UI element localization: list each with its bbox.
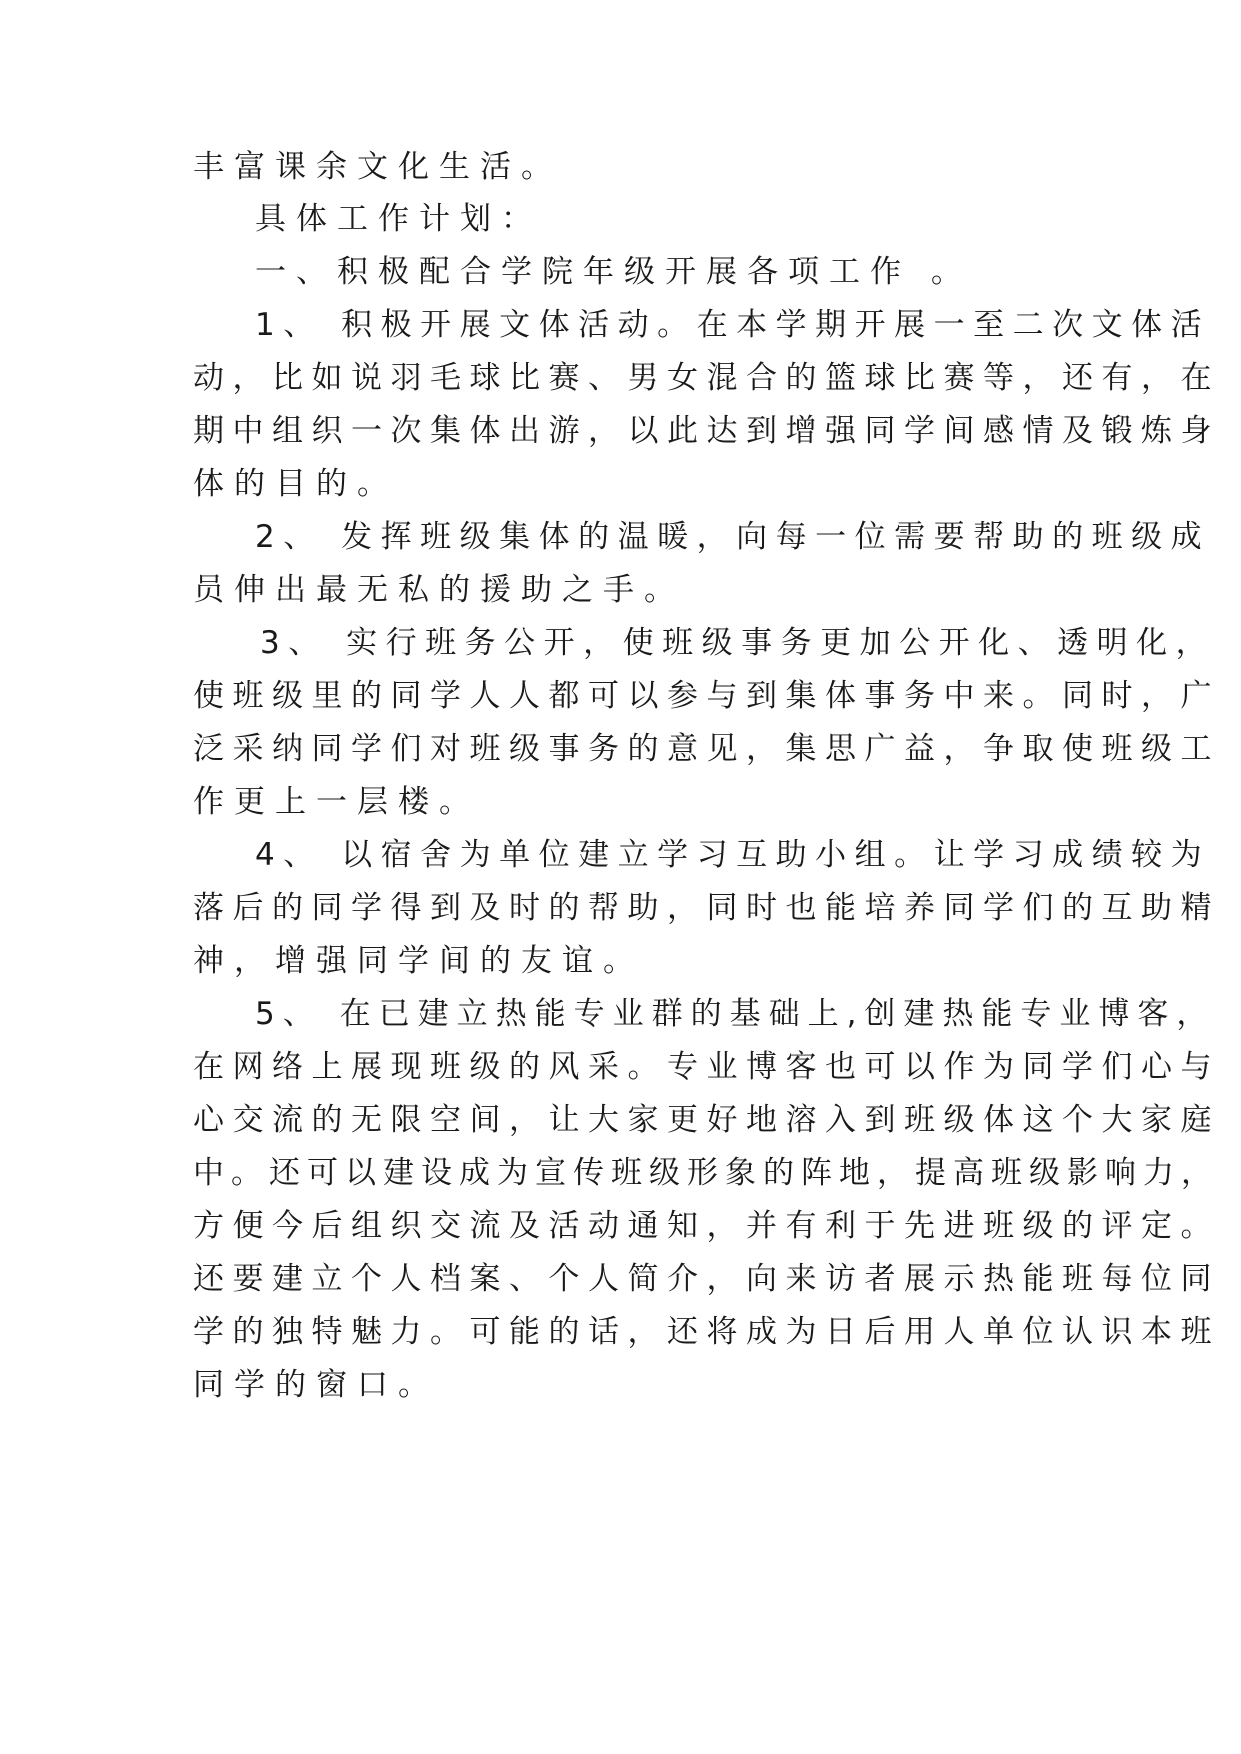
list-item-1-line: 期中组织一次集体出游，以此达到增强同学间感情及锻炼身 (193, 413, 1220, 449)
list-item-5-line: 方便今后组织交流及活动通知，并有利于先进班级的评定。 (193, 1208, 1220, 1244)
list-item-5-line: 心交流的无限空间，让大家更好地溶入到班级体这个大家庭 (193, 1102, 1220, 1138)
list-item-3-line: 作更上一层楼。 (193, 784, 480, 820)
list-item-3-line: 泛采纳同学们对班级事务的意见，集思广益，争取使班级工 (193, 731, 1220, 767)
list-item-1-line: 动，比如说羽毛球比赛、男女混合的篮球比赛等，还有，在 (193, 360, 1220, 396)
list-item-1-line: 1、 积极开展文体活动。在本学期开展一至二次文体活 (255, 307, 1211, 343)
list-item-5-line: 5、 在已建立热能专业群的基础上,创建热能专业博客， (255, 996, 1216, 1032)
list-item-2-line: 2、 发挥班级集体的温暖，向每一位需要帮助的班级成 (255, 519, 1211, 555)
list-item-4-line: 神，增强同学间的友谊。 (193, 943, 644, 979)
list-item-5-line: 在网络上展现班级的风采。专业博客也可以作为同学们心与 (193, 1049, 1220, 1085)
text-line: 丰富课余文化生活。 (193, 149, 562, 185)
list-item-5-line: 学的独特魅力。可能的话，还将成为日后用人单位认识本班 (193, 1314, 1220, 1350)
list-item-3-line: 使班级里的同学人人都可以参与到集体事务中来。同时，广 (193, 678, 1220, 714)
list-item-4-line: 落后的同学得到及时的帮助，同时也能培养同学们的互助精 (193, 890, 1220, 926)
section-heading: 具体工作计划： (255, 201, 542, 237)
list-item-1-line: 体的目的。 (193, 466, 398, 502)
list-item-5-line: 同学的窗口。 (193, 1367, 439, 1403)
section-heading: 一、积极配合学院年级开展各项工作 。 (255, 254, 972, 290)
list-item-5-line: 还要建立个人档案、个人简介，向来访者展示热能班每位同 (193, 1261, 1220, 1297)
list-item-4-line: 4、 以宿舍为单位建立学习互助小组。让学习成绩较为 (255, 837, 1211, 873)
list-item-2-line: 员伸出最无私的援助之手。 (193, 572, 685, 608)
list-item-5-line: 中。还可以建设成为宣传班级形象的阵地，提高班级影响力， (193, 1155, 1219, 1191)
list-item-3-line: 3、 实行班务公开，使班级事务更加公开化、透明化， (260, 625, 1216, 661)
